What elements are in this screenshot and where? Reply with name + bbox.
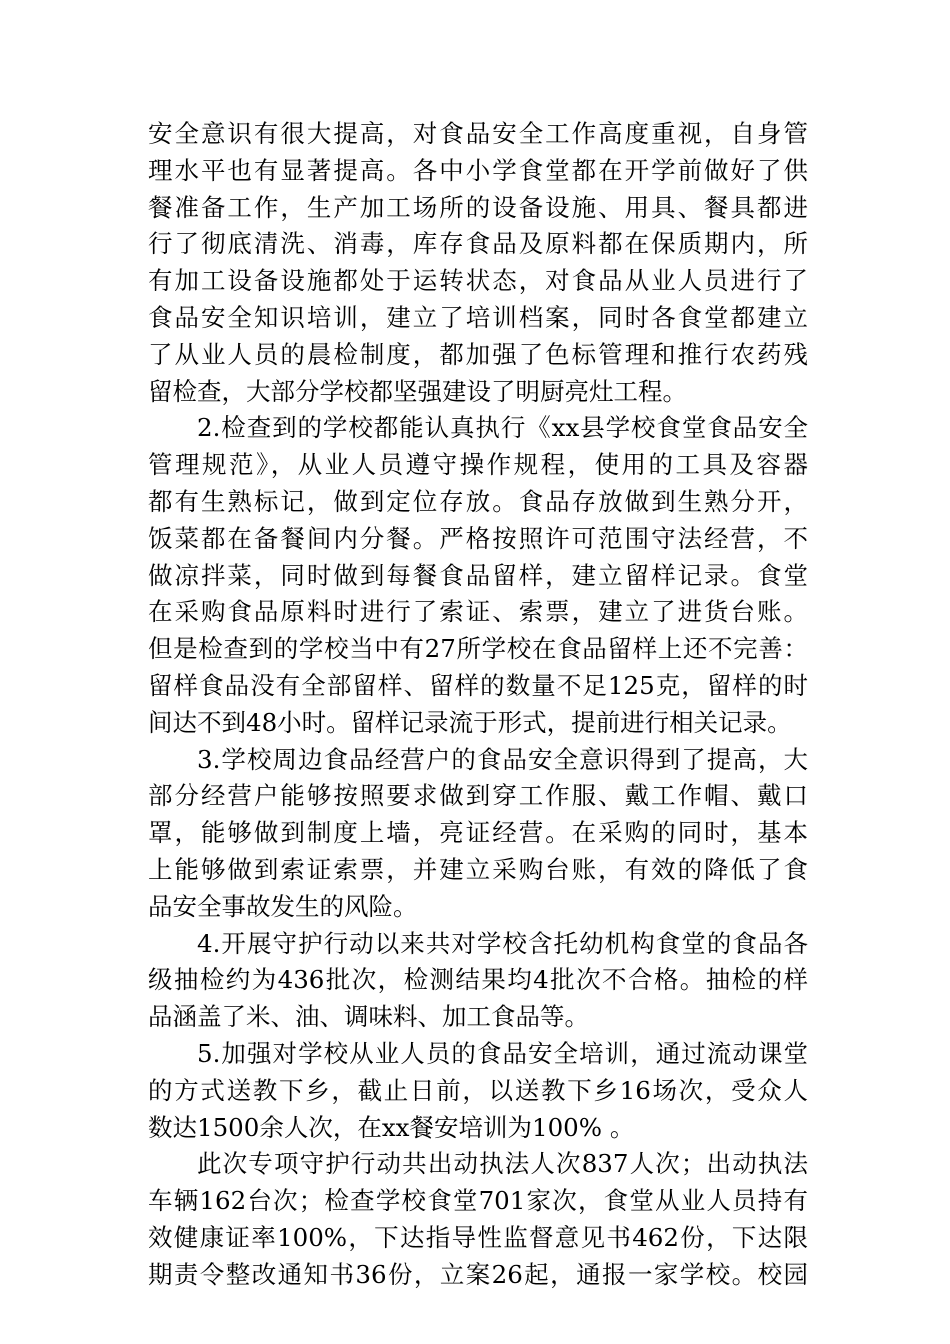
text-line: 间达不到48小时。留样记录流于形式，提前进行相关记录。 bbox=[148, 707, 792, 737]
text-line: 车辆162台次；检查学校食堂701家次，食堂从业人员持有 bbox=[148, 1186, 808, 1216]
text-line: 了从业人员的晨检制度，都加强了色标管理和推行农药残 bbox=[148, 339, 808, 369]
text-line: 行了彻底清洗、消毒，库存食品及原料都在保质期内，所 bbox=[148, 229, 808, 259]
text-line: 的方式送教下乡，截止日前，以送教下乡16场次，受众人 bbox=[148, 1075, 808, 1105]
text-line: 级抽检约为436批次，检测结果均4批次不合格。抽检的样 bbox=[148, 965, 808, 995]
text-line: 品涵盖了米、油、调味料、加工食品等。 bbox=[148, 1002, 589, 1032]
text-line: 都有生熟标记，做到定位存放。食品存放做到生熟分开， bbox=[148, 486, 808, 516]
text-line: 餐准备工作，生产加工场所的设备设施、用具、餐具都进 bbox=[148, 192, 808, 222]
text-line: 罩，能够做到制度上墙，亮证经营。在采购的同时，基本 bbox=[148, 818, 808, 848]
text-line: 上能够做到索证索票，并建立采购台账，有效的降低了食 bbox=[148, 854, 808, 884]
text-line: 此次专项守护行动共出动执法人次837人次；出动执法 bbox=[197, 1149, 808, 1179]
text-line: 饭菜都在备餐间内分餐。严格按照许可范围守法经营，不 bbox=[148, 523, 808, 553]
text-line: 5.加强对学校从业人员的食品安全培训，通过流动课堂 bbox=[197, 1038, 808, 1068]
text-line: 管理规范》，从业人员遵守操作规程，使用的工具及容器 bbox=[148, 450, 808, 480]
text-line: 期责令整改通知书36份，立案26起，通报一家学校。校园 bbox=[148, 1259, 808, 1289]
text-line: 安全意识有很大提高，对食品安全工作高度重视，自身管 bbox=[148, 119, 808, 148]
text-line: 做凉拌菜，同时做到每餐食品留样，建立留样记录。食堂 bbox=[148, 560, 808, 590]
text-line: 但是检查到的学校当中有27所学校在食品留样上还不完善： bbox=[148, 634, 808, 664]
document-body bbox=[148, 116, 808, 1294]
text-line: 效健康证率100%，下达指导性监督意见书462份，下达限 bbox=[148, 1222, 808, 1252]
text-line: 3.学校周边食品经营户的食品安全意识得到了提高，大 bbox=[197, 744, 808, 774]
text-line: 留样食品没有全部留样、留样的数量不足125克，留样的时 bbox=[148, 670, 808, 700]
text-line: 在采购食品原料时进行了索证、索票，建立了进货台账。 bbox=[148, 597, 808, 627]
text-line: 食品安全知识培训，建立了培训档案，同时各食堂都建立 bbox=[148, 302, 808, 332]
text-line: 留检查，大部分学校都坚强建设了明厨亮灶工程。 bbox=[148, 376, 687, 406]
text-line: 理水平也有显著提高。各中小学食堂都在开学前做好了供 bbox=[148, 155, 808, 185]
text-line: 数达1500余人次，在xx餐安培训为100% 。 bbox=[148, 1112, 635, 1142]
text-line: 2.检查到的学校都能认真执行《xx县学校食堂食品安全 bbox=[197, 413, 808, 443]
text-line: 部分经营户能够按照要求做到穿工作服、戴工作帽、戴口 bbox=[148, 781, 808, 811]
text-line: 有加工设备设施都处于运转状态，对食品从业人员进行了 bbox=[148, 266, 808, 296]
text-line: 品安全事故发生的风险。 bbox=[148, 891, 418, 921]
text-line: 4.开展守护行动以来共对学校含托幼机构食堂的食品各 bbox=[197, 928, 808, 958]
